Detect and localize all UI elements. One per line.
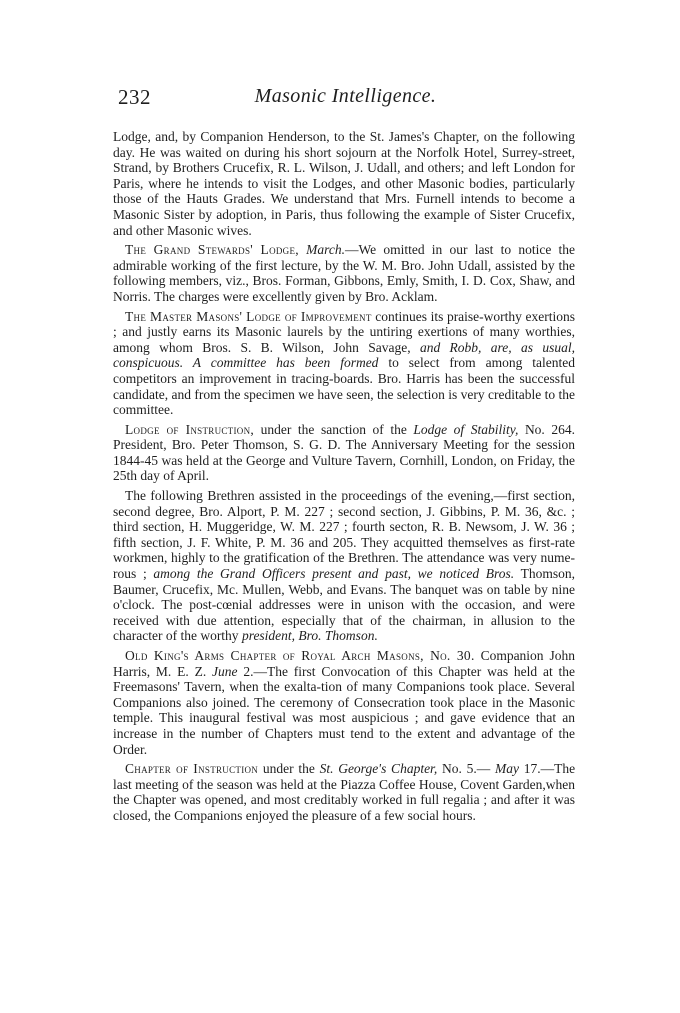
lodge-name: Lodge of Stability, [413,421,519,437]
paragraph-text: continues its praise-worthy exertions ; and justly earns its Masonic laurels by the untiring exertions of many worthies, among whom Bros. S. B. Wilson, John Savage, [113,308,575,355]
section-heading: The Grand Stewards' Lodge, [125,242,299,258]
paragraph-continued [113,129,575,238]
paragraph-text: 17.—The last meeting of the season was held at the Piazza Coffee House, Covent Garden,when the Chapter was opened, and most creditably worked in full regalia ; and after it was closed, the Companions enjoyed the pleasure of a few social hours. [113,761,576,823]
paragraph-text: under the sanction of the [260,421,407,437]
paragraph-text: 2.—The first Convocation of this Chapter was held at the Freemasons' Tavern, when the exalta-tion of many Companions took place. Several Companions also joined. The ceremony of Consecration took place in the Masonic temple. This inaugural festival was most auspicious ; and gave evidence that an increase in the number of Chapters must tend to the extent and advantage of the Order. [113,663,576,757]
article-body [113,129,575,828]
paragraph-text: to select from among talented competitors an improvement in tracing-boards. Bro. Harris has been the successful candidate, and from the specimen we have seen, the selection is very creditable to the committee. [113,355,575,418]
section-heading: The Master Masons' Lodge of Improvement [125,308,372,324]
section-heading: Old King's Arms Chapter of Royal Arch Masons, No. 30. [125,648,475,663]
running-title: Masonic Intelligence. [254,85,437,107]
paragraph-text-italic: and Robb, are, as usual, conspicuous. A committee has been formed [113,339,576,371]
section-date: June [212,663,238,679]
running-head [118,85,573,109]
section-date: May [494,761,519,777]
paragraph-text: Companion John Harris, M. E. Z. [113,648,575,679]
paragraph-old-kings-arms-chapter [113,648,575,757]
paragraph-lodge-of-instruction [113,422,575,484]
paragraph-chapter-of-instruction [113,761,575,823]
section-heading: Lodge of Instruction, [125,421,255,437]
paragraph-text: under the [262,761,315,777]
paragraph-text: Thomson, Baumer, Crucefix, Mc. Mullen, Webb, and Evans. The banquet was on table by nine o'clock. The post-cœnial addresses were in unison with the occasion, and were received with due attention, especially that of the chairman, in allusion to the character of the worthy [113,566,576,644]
page-number: 232 [118,85,151,109]
paragraph-text-italic: among the Grand Officers present and past, we noticed Bros. [153,566,515,582]
paragraph-text: The following Brethren assisted in the proceedings of the evening,—first section, second degree, Bro. Alport, P. M. 227 ; second section, J. Gibbins, P. M. 36, &c. ; third section, H. Muggeridge, W. M. 227 ; fourth secton, R. B. Newsom, J. W. 36 ; fifth section, J. F. White, P. M. 36 and 205. They acquitted themselves as first-rate workmen, highly to the gratification of the Brethren. The attendance was very nume-rous ; [113,488,575,582]
section-date: March. [306,242,346,258]
paragraph-text: —We omitted in our last to notice the admirable working of the first lecture, by the W. M. Bro. John Udall, assisted by the following members, viz., Bros. Forman, Gibbons, Emly, Smith, I. D. Cox, Shaw, and Norris. The charges were excellently given by Bro. Acklam. [113,242,575,304]
paragraph-lodge-of-improvement [113,309,575,418]
chapter-name: St. George's Chapter, [319,761,438,777]
paragraph-brethren-assisted [113,488,575,644]
paragraph-text: No. 5.— [441,761,491,777]
paragraph-grand-stewards-lodge [113,242,575,304]
paragraph-text: Lodge, and, by Companion Henderson, to the St. James's Chapter, on the following day. He was waited on during his short sojourn at the Norfolk Hotel, Surrey-street, Strand, by Brothers Crucefix, R. L. Wilson, J. Udall, and others; and left London for Paris, where he intends to visit the Lodges, and other Masonic bodies, particularly those of the Hauts Grades. We understand that Mrs. Furnell intends to become a Masonic Sister by adoption, in Paris, thus following the example of Sister Crucefix, and other Masonic wives. [113,129,575,238]
paragraph-text: No. 264. President, Bro. Peter Thomson, S. G. D. The Anniversary Meeting for the session 1844-45 was held at the George and Vulture Tavern, Cornhill, London, on Friday, the 25th day of April. [113,421,575,484]
section-heading: Chapter of Instruction [125,761,259,777]
paragraph-text-italic: president, Bro. Thomson. [241,628,378,644]
